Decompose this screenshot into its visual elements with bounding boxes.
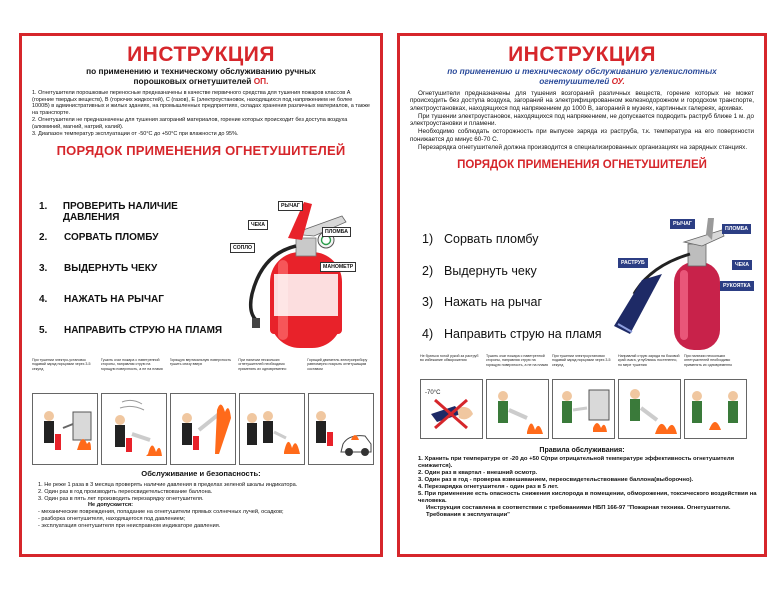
section-heading: ПОРЯДОК ПРИМЕНЕНИЯ ОГНЕТУШИТЕЛЕЙ xyxy=(56,143,346,159)
panel-multiple xyxy=(684,379,747,439)
step-item: 3) Нажать на рычаг xyxy=(422,295,543,309)
callout-lever: РЫЧАГ xyxy=(670,219,695,229)
usage-panels xyxy=(32,393,377,465)
callout-lever: РЫЧАГ xyxy=(278,201,303,211)
panel-electrical xyxy=(32,393,98,465)
step-item: 4. НАЖАТЬ НА РЫЧАГ xyxy=(39,294,164,305)
firefighter-electrical-illustration xyxy=(553,380,615,439)
intro-text: 1. Огнетушители порошковые переносные предназначены в качестве первичного средства для тушения пожаров классов А (горение твердых веществ), В (горючих жидкостей), С (газов), Е (электроустановок, находящихся под напряжением не более 1000В) в административных и жилых зданиях, на промышленных предприятиях, складах хранения различных материалов, а также на транспорте. 2. Огнетушители не предназначены для тушения загораний материалов, горение которых происходит без доступа воздуха (алюминий, магний, натрий, калий). 3. Диапазон температур эксплуатации от -50°С до +50°С при влажности до 95%. xyxy=(32,90,370,137)
rules-list: 1. Хранить при температуре от -20 до +50 С(при отрицательной температуре эффективность огнетушителя снижается). 2. Один раз в квартал - внешний осмотр. 3. Один раз в год - проверка взвешиванием, переосвидетельствование баллона(выборочно). 4. Перезарядка огнетушителя - один раз в 5 лет. 5. При применение есть опасность снижения кислорода в помещении, обморожения, токсического воздействия на человека. Инструкция составлена в соответствии с требованиями НБП 166-97 "Пожарная техника. Огнетушители. Требования к эксплуатации" xyxy=(418,456,757,518)
callout-seal: ПЛОМБА xyxy=(722,224,751,234)
panel-windward xyxy=(486,379,549,439)
callout-seal: ПЛОМБА xyxy=(322,227,351,237)
step-item: 4) Направить струю на пламя xyxy=(422,326,602,341)
step-item: 2) Выдернуть чеку xyxy=(422,263,537,278)
usage-panels xyxy=(420,379,750,439)
callout-pin: ЧЕКА xyxy=(248,220,268,230)
powder-extinguisher-instruction xyxy=(19,33,383,557)
intro-text: Огнетушители предназначены для тушения возгораний различных веществ, горение которых не может происходить без доступа воздуха, загораний на электрифицированном железнодорожном и городском транспорте, электроустановках, находящихся под напряжением до 1000 В, загораний в музеях, картинных галереях, архивах. При тушении электроустановок, находящихся под напряжением, не допускается подводить раструб ближе 1 м. до электроустановки и пламени. Необходимо соблюдать осторожность при выпуске заряда из раструба, т.к. температура на его поверхности понижается до минус 60-70 С. Перезарядка огнетушителей должна производится в специализированных организациях на зарядных станциях. xyxy=(410,90,754,151)
firefighter-windward-illustration xyxy=(102,394,167,465)
panel-captions: Не браться голой рукой за раструб во избежание обморожения Тушить очаг пожара с наветренной стороны, направляя струю на горящую поверхность, а не на пламя При тушении электроустановки подавай заряд порциями через 3-5 секунд Направляй струю заряда на боковой край очага, углубляясь постепенно, по мере тушения При наличии нескольких огнетушителей необходимо применять их одновременно xyxy=(420,354,733,367)
panel-windward xyxy=(101,393,167,465)
rules-heading: Правила обслуживания: xyxy=(539,447,625,454)
frostbite-warning-illustration xyxy=(421,380,483,439)
panel-engine xyxy=(308,393,374,465)
two-firefighters-illustration xyxy=(240,394,305,465)
firefighter-electrical-illustration xyxy=(33,394,98,465)
usage-steps xyxy=(39,201,229,356)
panel-frostbite xyxy=(420,379,483,439)
usage-steps xyxy=(422,232,642,358)
maintenance-list: 1. Не реже 1 раза в 3 месяца проверять наличие давления в пределах зеленой шкалы индикатора. 2. Один раз в год производить переосвидетельствование баллона. 3. Один раз в пять лет производить перезарядку огнетушителя. Не допускается: - механические повреждения, попадание на огнетушители прямых солнечных лучей, осадков; - разборка огнетушителя, находящегося под давлением; - эксплуатация огнетушителя при неисправном индикаторе давления. xyxy=(38,482,374,530)
panel-electrical xyxy=(552,379,615,439)
panel-multiple xyxy=(239,393,305,465)
two-firefighters-illustration xyxy=(685,380,747,439)
callout-nozzle: СОПЛО xyxy=(230,243,255,253)
step-item: 1. ПРОВЕРИТЬ НАЛИЧИЕ ДАВЛЕНИЯ xyxy=(39,201,178,223)
temperature-label: -70°C xyxy=(425,390,441,396)
panel-captions: При тушении электро-установок подавай заряд порциями через 3-5 секунд Тушить очаг пожара с наветренной стороны, направляя струю на горящую поверхность, а не на пламя Горящую вертикальную поверхность тушить снизу вверх При наличии нескольких огнетушителей необходимо применять их одновременно Горящий двигатель электроприбору равномерно покрыть огнетушащим составом xyxy=(32,358,368,371)
firefighter-windward-illustration xyxy=(487,380,549,439)
subtitle: по применению и техническому обслуживанию ручных порошковых огнетушителей ОП. xyxy=(86,66,316,86)
firefighter-car-illustration xyxy=(309,394,374,465)
callout-handle: РУКОЯТКА xyxy=(720,281,754,291)
step-item: 2. СОРВАТЬ ПЛОМБУ xyxy=(39,232,159,243)
powder-extinguisher-illustration xyxy=(222,194,372,354)
page-title: ИНСТРУКЦИЯ xyxy=(508,43,656,66)
maintenance-heading: Обслуживание и безопасность: xyxy=(141,469,261,478)
step-item: 3. ВЫДЕРНУТЬ ЧЕКУ xyxy=(39,263,158,274)
callout-gauge: МАНОМЕТР xyxy=(320,262,356,272)
prohibited-heading: Не допускается: xyxy=(88,502,133,509)
section-heading: ПОРЯДОК ПРИМЕНЕНИЯ ОГНЕТУШИТЕЛЕЙ xyxy=(457,159,707,172)
callout-horn: РАСТРУБ xyxy=(618,258,648,268)
step-item: 1) Сорвать пломбу xyxy=(422,232,539,246)
callout-pin: ЧЕКА xyxy=(732,260,752,270)
panel-vertical xyxy=(170,393,236,465)
page-title: ИНСТРУКЦИЯ xyxy=(127,43,275,66)
subtitle: по применению и техническому обслуживанию углекислотных огнетушителей ОУ. xyxy=(447,66,717,86)
co2-extinguisher-instruction xyxy=(397,33,767,557)
step-item: 5. НАПРАВИТЬ СТРУЮ НА ПЛАМЯ xyxy=(39,325,223,336)
panel-edge xyxy=(618,379,681,439)
firefighter-vertical-illustration xyxy=(171,394,236,465)
firefighter-edge-illustration xyxy=(619,380,681,439)
